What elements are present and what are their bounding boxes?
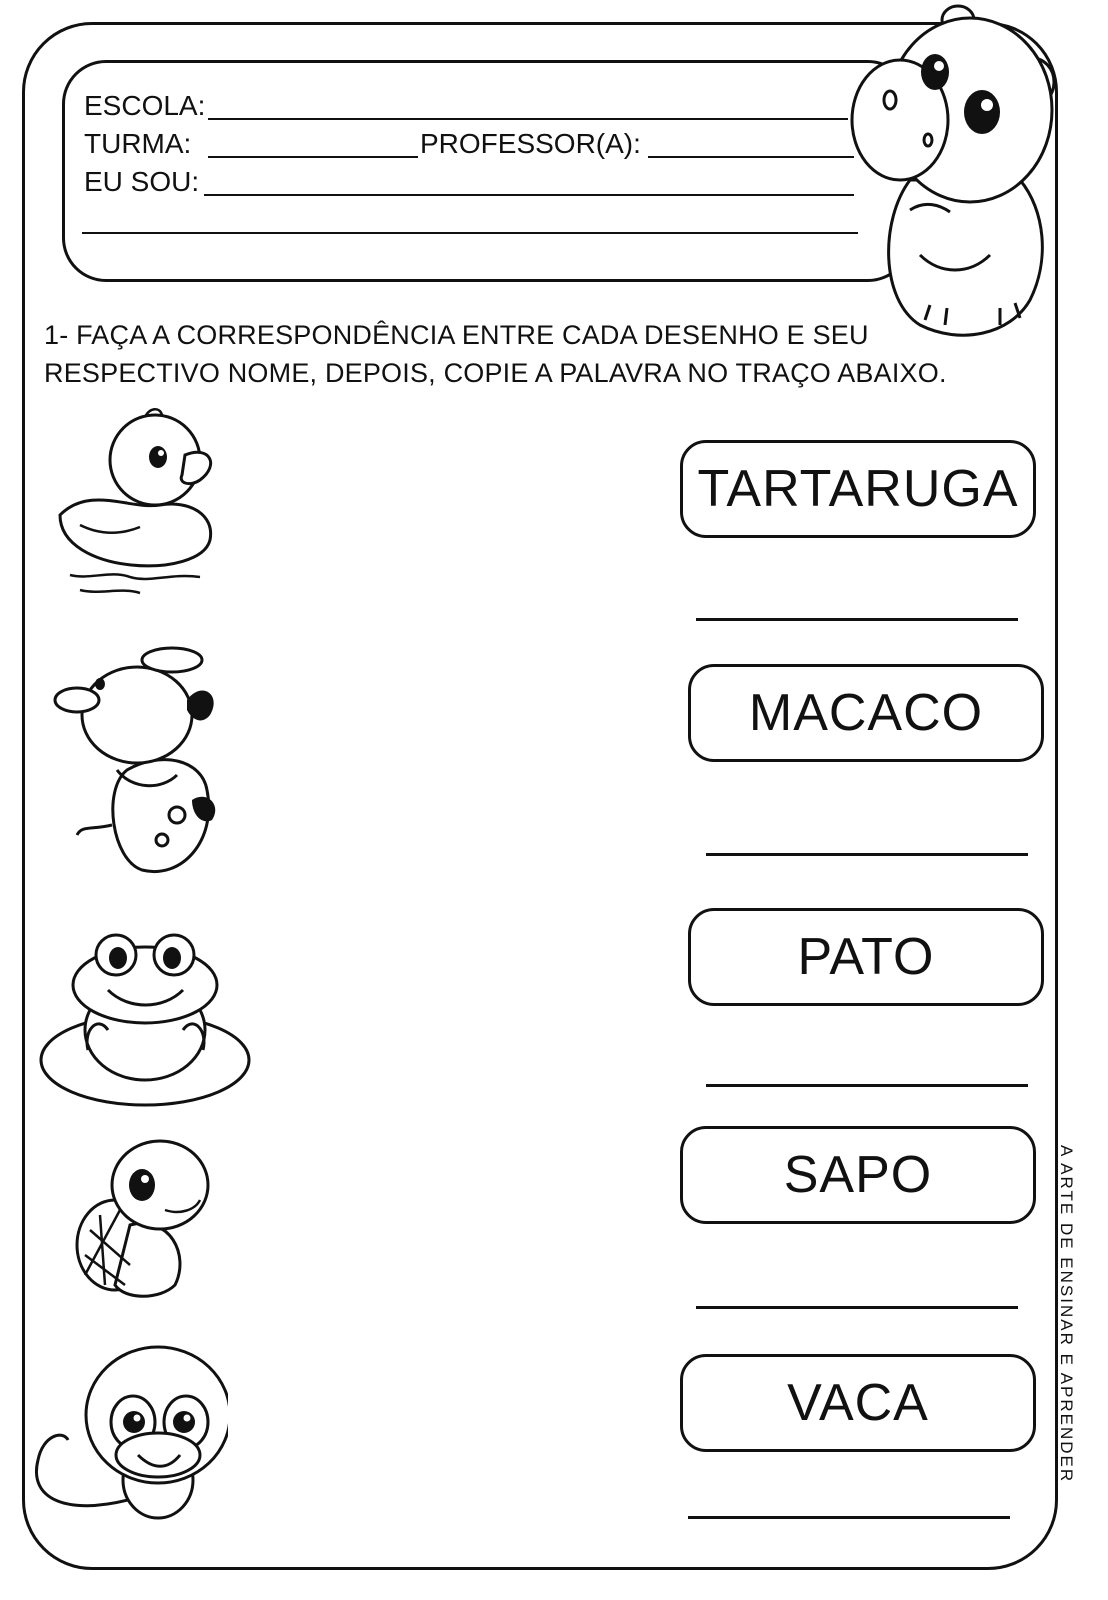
- duck-icon: [50, 405, 225, 605]
- answer-line-4[interactable]: [696, 1306, 1018, 1309]
- student-field[interactable]: [204, 194, 854, 196]
- teacher-field[interactable]: [648, 156, 854, 158]
- word-box-sapo: SAPO: [680, 1126, 1036, 1224]
- answer-line-5[interactable]: [688, 1516, 1010, 1519]
- answer-line-2[interactable]: [706, 853, 1028, 856]
- class-field[interactable]: [208, 156, 418, 158]
- word-box-vaca: VACA: [680, 1354, 1036, 1452]
- instructions: [44, 316, 1004, 392]
- frog-icon: [38, 930, 253, 1110]
- word-box-macaco: MACACO: [688, 664, 1044, 762]
- credit-text: A ARTE DE ENSINAR E APRENDER: [1057, 1145, 1076, 1484]
- class-label: TURMA:: [84, 128, 192, 159]
- school-field[interactable]: [208, 118, 848, 120]
- instructions-line-1: 1- FAÇA A CORRESPONDÊNCIA ENTRE CADA DESENHO E SEU: [44, 320, 869, 350]
- instructions-line-2: RESPECTIVO NOME, DEPOIS, COPIE A PALAVRA NO TRAÇO ABAIXO.: [44, 358, 947, 388]
- monkey-icon: [8, 1340, 228, 1530]
- hippo-icon: [850, 0, 1060, 345]
- word-box-pato: PATO: [688, 908, 1044, 1006]
- answer-line-3[interactable]: [706, 1084, 1028, 1087]
- school-label: ESCOLA:: [84, 90, 206, 121]
- teacher-label: PROFESSOR(A):: [420, 128, 641, 159]
- turtle-icon: [70, 1135, 215, 1305]
- cow-icon: [42, 640, 232, 880]
- answer-line-1[interactable]: [696, 618, 1018, 621]
- student-label: EU SOU:: [84, 166, 200, 197]
- extra-line[interactable]: [82, 232, 858, 234]
- word-box-tartaruga: TARTARUGA: [680, 440, 1036, 538]
